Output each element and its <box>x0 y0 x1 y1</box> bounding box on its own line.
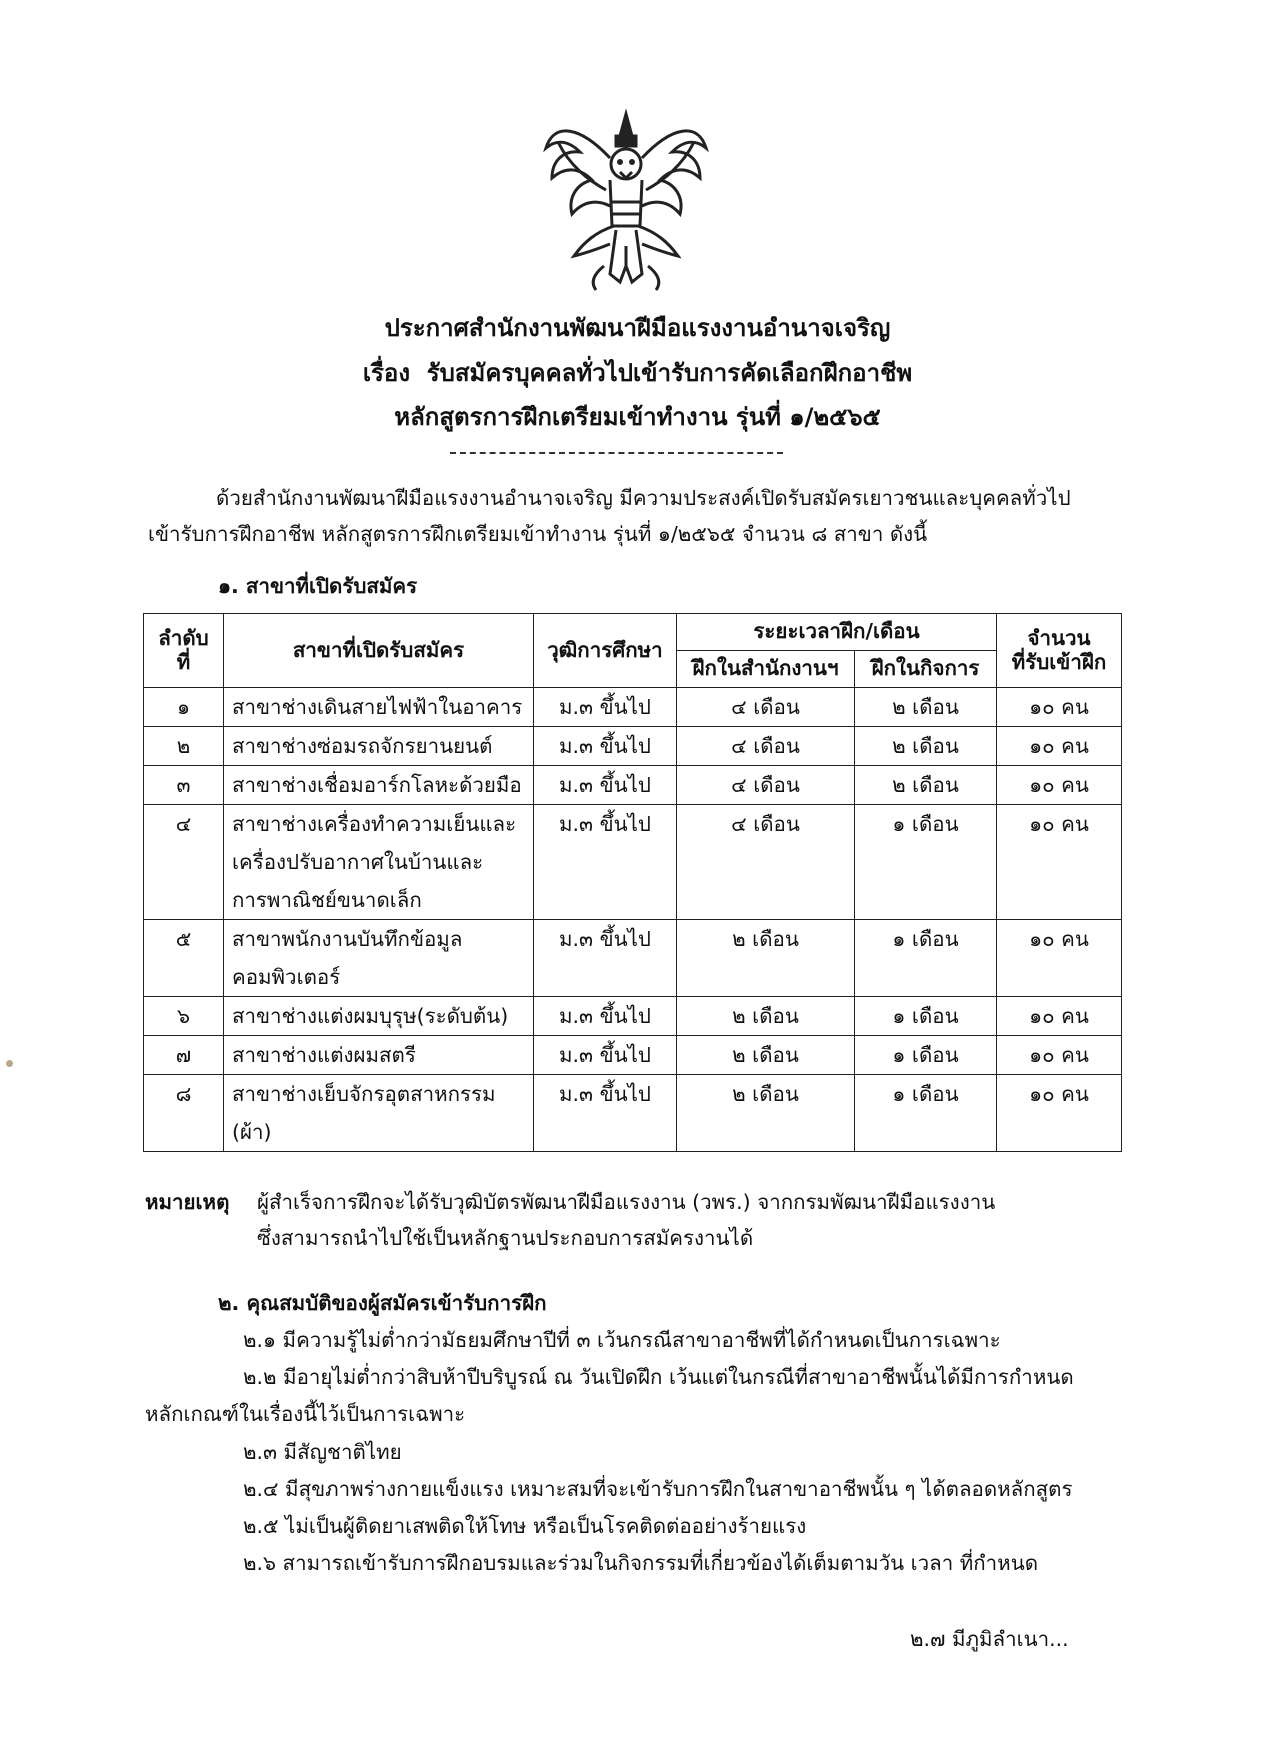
row-no: ๘ <box>144 1075 224 1152</box>
qualification-item: ๒.๒ มีอายุไม่ต่ำกว่าสิบห้าปีบริบูรณ์ ณ วันเปิดฝึก เว้นแต่ในกรณีที่สาขาอาชีพนั้นได้มีการกำหนด <box>243 1365 1074 1389</box>
row-office: ๔ เดือน <box>677 766 855 805</box>
row-education: ม.๓ ขึ้นไป <box>534 920 677 997</box>
row-education: ม.๓ ขึ้นไป <box>534 1075 677 1152</box>
qualification-item-cont: หลักเกณฑ์ในเรื่องนี้ไว้เป็นการเฉพาะ <box>145 1402 466 1426</box>
qualification-item: ๒.๕ ไม่เป็นผู้ติดยาเสพติดให้โทษ หรือเป็นโรคติดต่ออย่างร้ายแรง <box>243 1514 807 1538</box>
table-row <box>144 688 1122 727</box>
header-duration: ระยะเวลาฝึก/เดือน <box>677 614 997 651</box>
intro-line-2: เข้ารับการฝึกอาชีพ หลักสูตรการฝึกเตรียมเข้าทำงาน รุ่นที่ ๑/๒๕๖๕ จำนวน ๘ สาขา ดังนี้ <box>148 522 928 546</box>
note-line-1: ผู้สำเร็จการฝึกจะได้รับวุฒิบัตรพัฒนาฝีมือแรงงาน (วพร.) จากกรมพัฒนาฝีมือแรงงาน <box>257 1190 996 1214</box>
section-2-title: ๒. คุณสมบัติของผู้สมัครเข้ารับการฝึก <box>218 1291 547 1315</box>
row-no: ๒ <box>144 727 224 766</box>
row-company: ๑ เดือน <box>855 1075 997 1152</box>
row-branch: สาขาพนักงานบันทึกข้อมูล คอมพิวเตอร์ <box>224 920 534 997</box>
row-office: ๔ เดือน <box>677 805 855 920</box>
row-count: ๑๐ คน <box>997 727 1122 766</box>
header-company: ฝึกในกิจการ <box>855 651 997 688</box>
row-company: ๑ เดือน <box>855 1036 997 1075</box>
row-office: ๒ เดือน <box>677 997 855 1036</box>
row-education: ม.๓ ขึ้นไป <box>534 727 677 766</box>
row-company: ๒ เดือน <box>855 766 997 805</box>
header-education: วุฒิการศึกษา <box>534 614 677 688</box>
row-education: ม.๓ ขึ้นไป <box>534 805 677 920</box>
announcement-subject <box>0 353 1275 392</box>
section-1-title: ๑. สาขาที่เปิดรับสมัคร <box>218 574 418 598</box>
row-education: ม.๓ ขึ้นไป <box>534 997 677 1036</box>
row-branch: สาขาช่างซ่อมรถจักรยานยนต์ <box>224 727 534 766</box>
qualification-item: ๒.๖ สามารถเข้ารับการฝึกอบรมและร่วมในกิจกรรมที่เกี่ยวข้องได้เต็มตามวัน เวลา ที่กำหนด <box>243 1551 1039 1575</box>
table-row <box>144 1075 1122 1152</box>
row-office: ๒ เดือน <box>677 920 855 997</box>
table-row <box>144 1036 1122 1075</box>
header-no: ลำดับ ที่ <box>144 614 224 688</box>
table-row <box>144 727 1122 766</box>
row-count: ๑๐ คน <box>997 1075 1122 1152</box>
continuation-marker: ๒.๗ มีภูมิลำเนา... <box>910 1627 1069 1651</box>
branch-table <box>143 613 1122 1152</box>
row-count: ๑๐ คน <box>997 920 1122 997</box>
qualification-item: ๒.๑ มีความรู้ไม่ต่ำกว่ามัธยมศึกษาปีที่ ๓ เว้นกรณีสาขาอาชีพที่ได้กำหนดเป็นการเฉพาะ <box>243 1328 1001 1352</box>
row-branch: สาขาช่างเครื่องทำความเย็นและ เครื่องปรับอากาศในบ้านและ การพาณิชย์ขนาดเล็ก <box>224 805 534 920</box>
row-branch: สาขาช่างแต่งผมบุรุษ(ระดับต้น) <box>224 997 534 1036</box>
row-count: ๑๐ คน <box>997 766 1122 805</box>
row-count: ๑๐ คน <box>997 805 1122 920</box>
row-company: ๒ เดือน <box>855 727 997 766</box>
note-label: หมายเหตุ <box>145 1190 230 1214</box>
table-row <box>144 766 1122 805</box>
row-branch: สาขาช่างเชื่อมอาร์กโลหะด้วยมือ <box>224 766 534 805</box>
subject-text: รับสมัครบุคคลทั่วไปเข้ารับการคัดเลือกฝึกอาชีพ <box>426 359 913 387</box>
row-count: ๑๐ คน <box>997 688 1122 727</box>
table-row <box>144 805 1122 920</box>
row-no: ๑ <box>144 688 224 727</box>
note-line-2: ซึ่งสามารถนำไปใช้เป็นหลักฐานประกอบการสมัครงานได้ <box>257 1226 754 1250</box>
row-education: ม.๓ ขึ้นไป <box>534 1036 677 1075</box>
row-no: ๕ <box>144 920 224 997</box>
intro-line-1: ด้วยสำนักงานพัฒนาฝีมือแรงงานอำนาจเจริญ มีความประสงค์เปิดรับสมัครเยาวชนและบุคคลทั่วไป <box>216 486 1071 510</box>
row-office: ๔ เดือน <box>677 688 855 727</box>
row-education: ม.๓ ขึ้นไป <box>534 688 677 727</box>
row-branch: สาขาช่างแต่งผมสตรี <box>224 1036 534 1075</box>
row-count: ๑๐ คน <box>997 1036 1122 1075</box>
header-branch: สาขาที่เปิดรับสมัคร <box>224 614 534 688</box>
row-education: ม.๓ ขึ้นไป <box>534 766 677 805</box>
row-company: ๑ เดือน <box>855 805 997 920</box>
row-office: ๔ เดือน <box>677 727 855 766</box>
row-branch: สาขาช่างเดินสายไฟฟ้าในอาคาร <box>224 688 534 727</box>
garuda-emblem-icon <box>540 106 712 292</box>
row-office: ๒ เดือน <box>677 1075 855 1152</box>
row-company: ๑ เดือน <box>855 997 997 1036</box>
row-company: ๒ เดือน <box>855 688 997 727</box>
scan-speck <box>6 1060 13 1067</box>
row-no: ๓ <box>144 766 224 805</box>
announcement-course: หลักสูตรการฝึกเตรียมเข้าทำงาน รุ่นที่ ๑/๒๕๖๕ <box>394 403 881 431</box>
table-header-row <box>144 614 1122 651</box>
header-count: จำนวน ที่รับเข้าฝึก <box>997 614 1122 688</box>
qualification-item: ๒.๓ มีสัญชาติไทย <box>243 1440 402 1464</box>
header-divider <box>450 452 783 454</box>
row-branch: สาขาช่างเย็บจักรอุตสาหกรรม (ผ้า) <box>224 1075 534 1152</box>
row-no: ๖ <box>144 997 224 1036</box>
row-office: ๒ เดือน <box>677 1036 855 1075</box>
subject-label: เรื่อง <box>362 359 411 387</box>
row-company: ๑ เดือน <box>855 920 997 997</box>
header-office: ฝึกในสำนักงานฯ <box>677 651 855 688</box>
row-no: ๗ <box>144 1036 224 1075</box>
row-count: ๑๐ คน <box>997 997 1122 1036</box>
qualification-item: ๒.๔ มีสุขภาพร่างกายแข็งแรง เหมาะสมที่จะเข้ารับการฝึกในสาขาอาชีพนั้น ๆ ได้ตลอดหลักสูตร <box>243 1477 1073 1501</box>
table-row <box>144 920 1122 997</box>
table-row <box>144 997 1122 1036</box>
announcement-title: ประกาศสำนักงานพัฒนาฝีมือแรงงานอำนาจเจริญ <box>384 314 891 342</box>
row-no: ๔ <box>144 805 224 920</box>
